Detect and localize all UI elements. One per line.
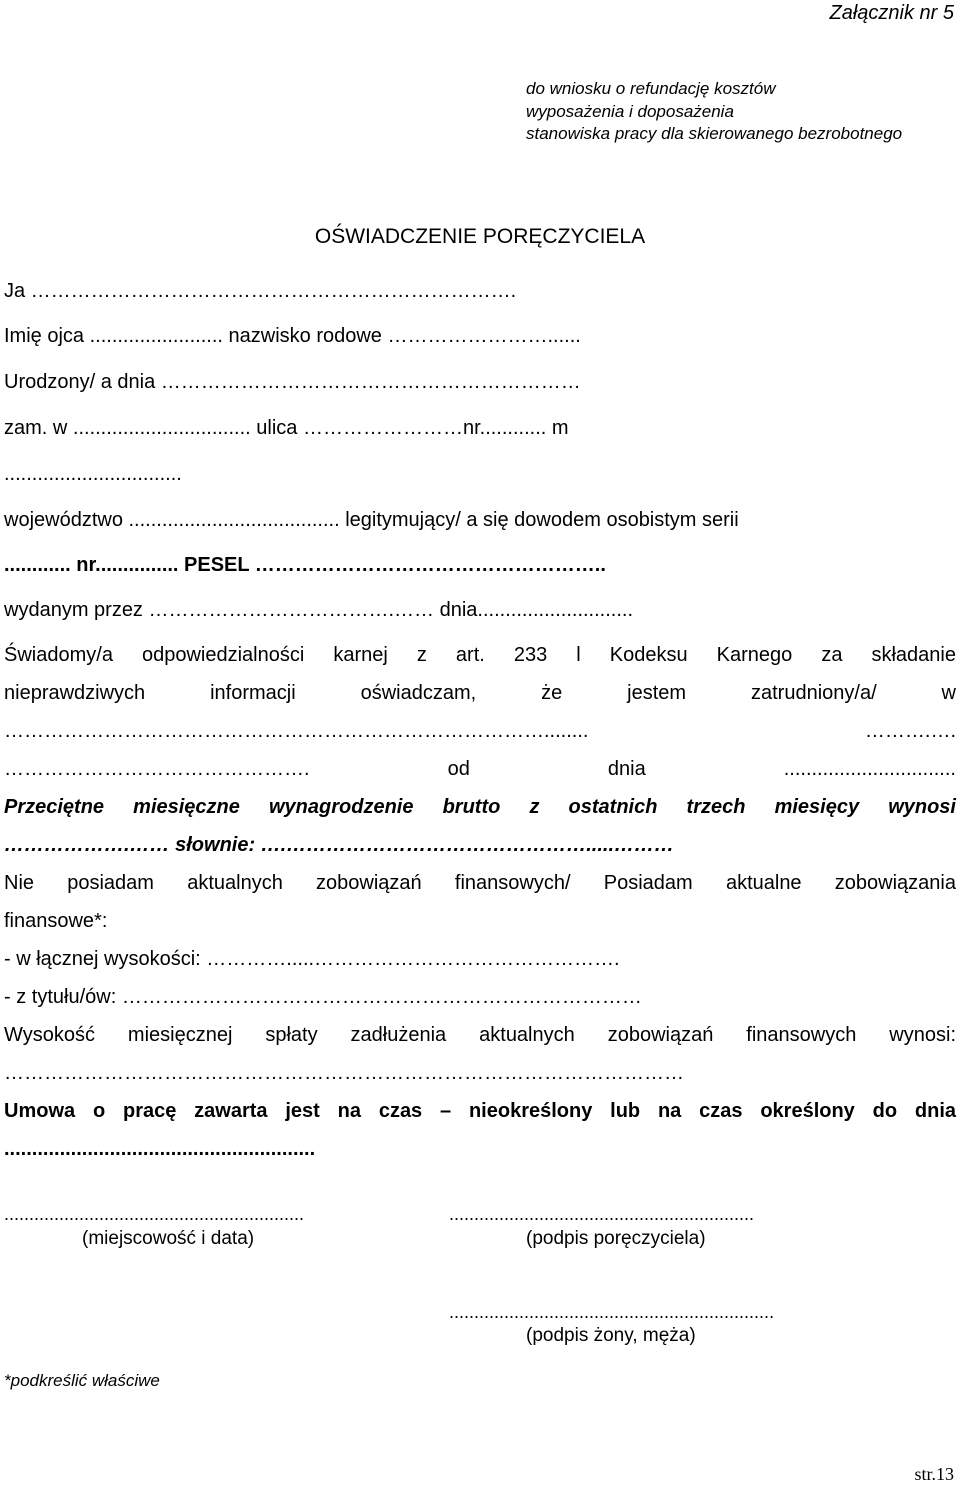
obligations-line-1: Nie posiadam aktualnych zobowiązań finansowych/ Posiadam aktualne zobowiązania (4, 872, 956, 894)
repayment-line-1: Wysokość miesięcznej spłaty zadłużenia aktualnych zobowiązań finansowych wynosi: (4, 1024, 956, 1046)
subtitle-line-1: do wniosku o refundację kosztów (526, 79, 776, 98)
salary-line-1: Przeciętne miesięczne wynagrodzenie brutto z ostatnich trzech miesięcy wynosi (4, 796, 956, 818)
father-name-line: Imię ojca ........................ nazwisko rodowe ……………………...... (4, 325, 581, 347)
spouse-signature-label: (podpis żony, męża) (526, 1325, 696, 1346)
subtitle-line-3: stanowiska pracy dla skierowanego bezrobotnego (526, 124, 903, 143)
since-label: od (447, 758, 470, 780)
total-amount-line: - w łącznej wysokości: ………….....………………………………………. (4, 948, 620, 970)
birth-date-line: Urodzony/ a dnia ……………………………………………………… (4, 371, 581, 393)
footnote: *podkreślić właściwe (4, 1371, 160, 1390)
annex-label: Załącznik nr 5 (829, 2, 954, 24)
place-date-dots: ............................................................ (4, 1204, 305, 1224)
voivodeship-line: województwo ...................................... legitymujący/ a się dowodem osobistym serii (4, 509, 739, 531)
place-date-label: (miejscowość i data) (82, 1228, 255, 1249)
statement-line-1: Świadomy/a odpowiedzialności karnej z art. 233 l Kodeksu Karnego za składanie (4, 644, 956, 666)
statement-line-4 (4, 757, 956, 781)
document-title: OŚWIADCZENIE PORĘCZYCIELA (314, 225, 646, 248)
guarantor-signature-label: (podpis poręczyciela) (526, 1228, 706, 1249)
subtitle-line-2: wyposażenia i doposażenia (526, 102, 734, 121)
contract-line-1: Umowa o pracę zawarta jest na czas – nieokreślony lub na czas określony do dnia (4, 1100, 956, 1122)
issued-by-line: wydanym przez ……………………………….…… dnia............................ (4, 599, 634, 621)
repayment-line-2: ………………………………………………………………………………………… (4, 1062, 684, 1084)
obligations-line-2: finansowe*: (4, 910, 108, 932)
salary-line-2: ……………….…… słownie: ….……………………………………….....……… (4, 834, 675, 856)
title-of-obligation-line: - z tytułu/ów: …………………………………………………………………… (4, 986, 642, 1008)
employer-dots: ………………………………………. (4, 758, 310, 780)
name-line: Ja ………………………………………………………………. (4, 280, 517, 302)
page-number: str.13 (914, 1464, 954, 1484)
guarantor-signature-dots: ............................................................. (449, 1204, 755, 1224)
statement-line-3: ………………………………………………………………………........ ……….…. (4, 720, 956, 742)
pesel-line: ............ nr............... PESEL …………………………………………….. (4, 554, 606, 576)
address-line: zam. w ................................ ulica ……………………nr............ m (4, 417, 569, 439)
spouse-signature-dots: ................................................................. (449, 1302, 775, 1322)
statement-line-2: nieprawdziwych informacji oświadczam, że jestem zatrudniony/a/ w (4, 682, 956, 704)
day-label: dnia (607, 758, 646, 780)
since-date-dots: ............................... (783, 758, 956, 780)
contract-line-2: ........................................................ (4, 1138, 316, 1160)
apartment-dots-line: ................................ (4, 463, 182, 485)
